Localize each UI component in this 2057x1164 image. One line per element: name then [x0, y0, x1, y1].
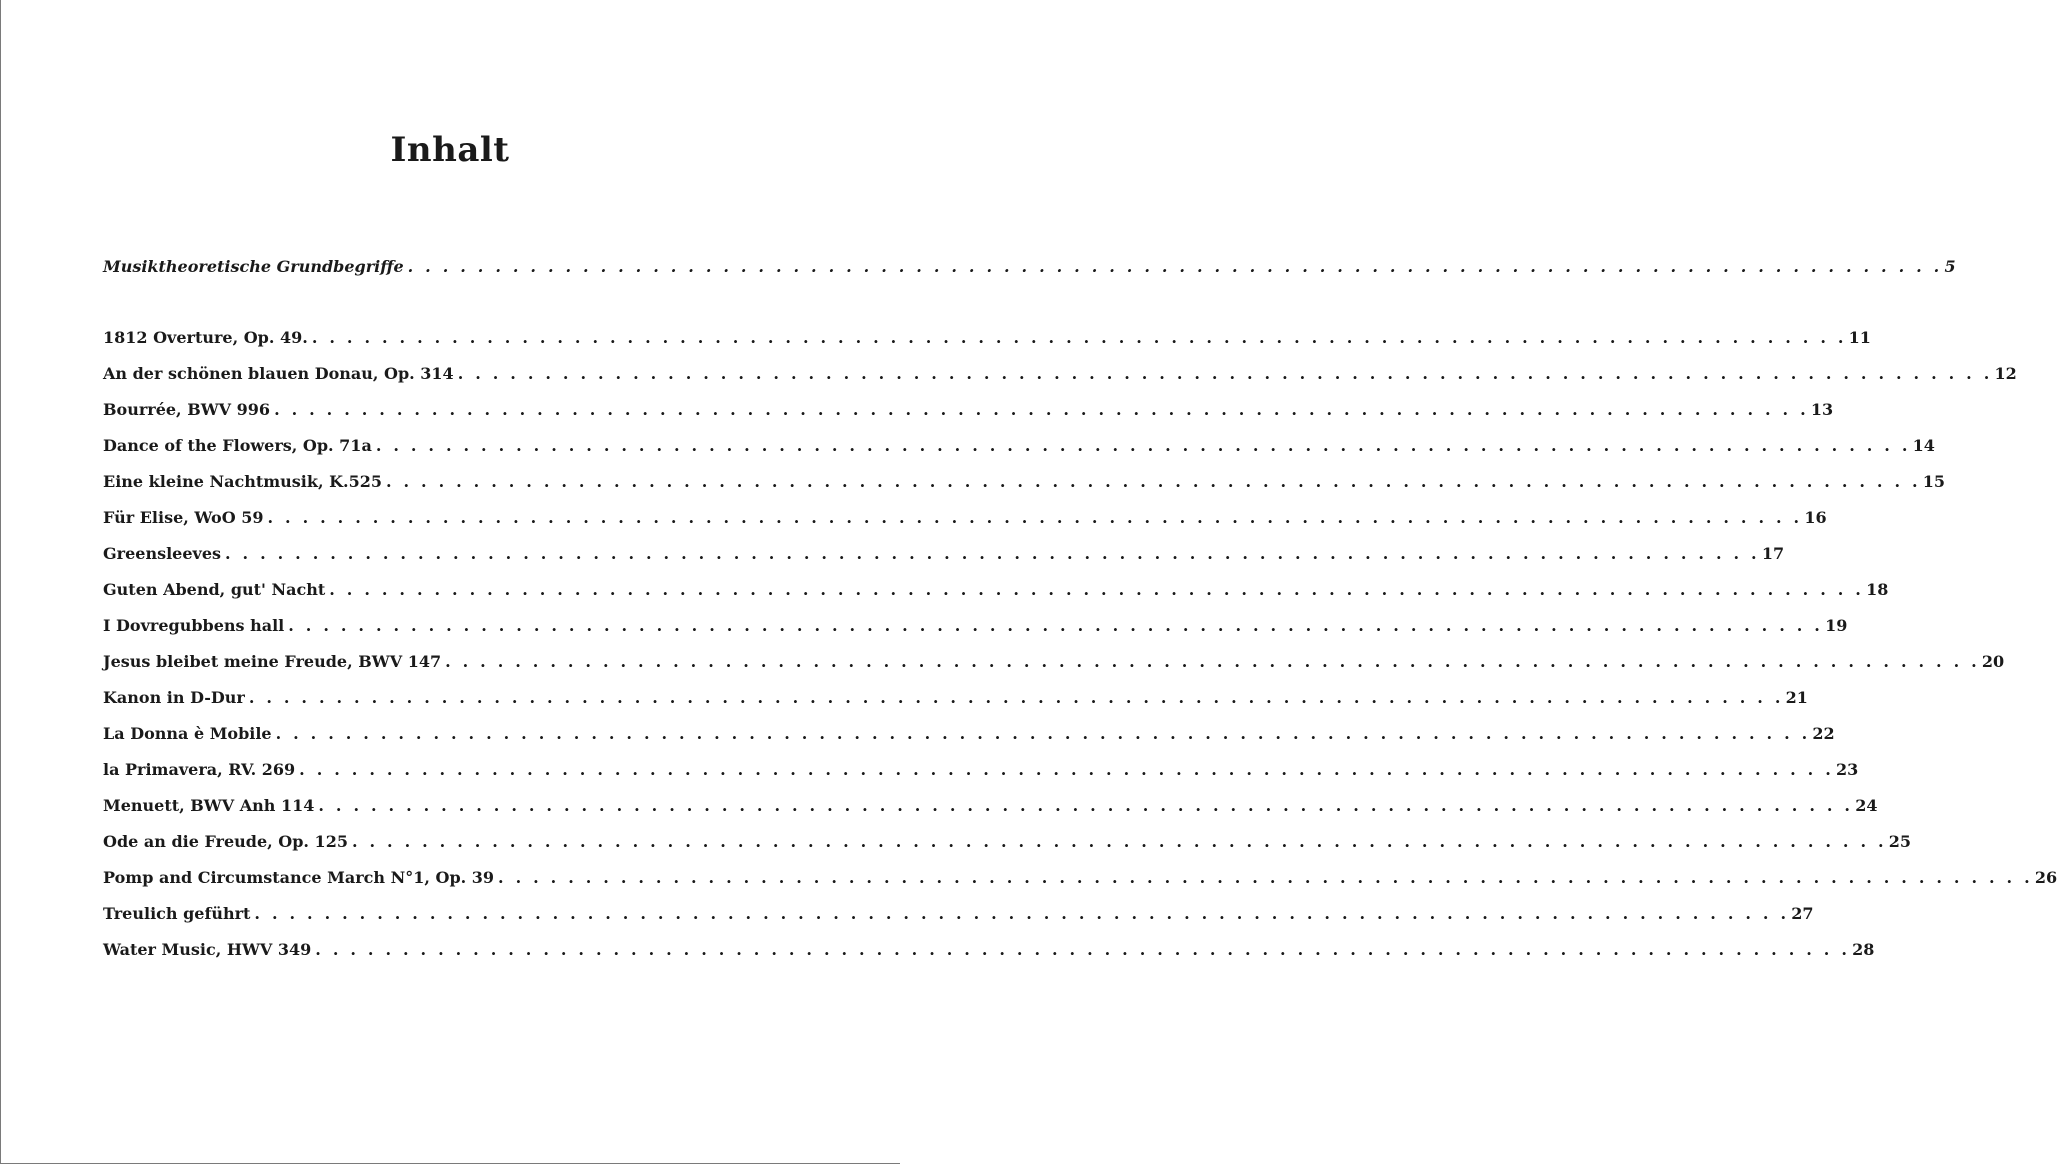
toc-entry-label: An der schönen blauen Donau, Op. 314 — [103, 364, 454, 383]
toc-entry-page: 22 — [1812, 724, 1835, 743]
toc-entry-label: Pomp and Circumstance March N°1, Op. 39 — [103, 868, 495, 887]
toc-entry-label: Greensleeves — [103, 544, 222, 563]
toc-entry-label: Ode an die Freude, Op. 125 — [103, 832, 348, 851]
toc-entry-page: 21 — [1785, 688, 1808, 707]
toc-entry[interactable] — [103, 723, 1835, 745]
toc-entry-label: I Dovregubbens hall — [103, 616, 285, 635]
toc-leader-dots: . . . . . . . . . . . . . . . . . . . . . . . . . . . . . . . . . . . . . . . . . . . . . . . . . . . . . . . . . . . . . . . . . . . . . . . . . . . . . . . . . . . . . . . . — [385, 472, 1921, 491]
toc-entry[interactable] — [103, 543, 1785, 565]
toc-leader-dots: . . . . . . . . . . . . . . . . . . . . . . . . . . . . . . . . . . . . . . . . . . . . . . . . . . . . . . . . . . . . . . . . . . . . . . . . . . . . . . . . . . . . . . . . — [318, 796, 1854, 815]
toc-entry[interactable] — [103, 903, 1814, 925]
toc-entry[interactable] — [103, 651, 2005, 673]
toc-entry-page: 18 — [1866, 580, 1889, 599]
toc-entry[interactable] — [103, 867, 2057, 889]
toc-entry[interactable] — [103, 579, 1889, 601]
toc-entry-label: Jesus bleibet meine Freude, BWV 147 — [103, 652, 442, 671]
toc-entry[interactable] — [103, 363, 2017, 385]
toc-entry-label: Guten Abend, gut' Nacht — [103, 580, 326, 599]
toc-entry-page: 15 — [1922, 472, 1946, 491]
toc-entry-label: Eine kleine Nachtmusik, K.525 — [103, 472, 382, 491]
toc-entry[interactable] — [103, 759, 1859, 781]
toc-entry-page: 5 — [1944, 257, 1956, 276]
toc-leader-dots: . . . . . . . . . . . . . . . . . . . . . . . . . . . . . . . . . . . . . . . . . . . . . . . . . . . . . . . . . . . . . . . . . . . . . . . . . . . . . . . . . . . . . . . . — [299, 760, 1834, 779]
toc-entry-page: 23 — [1835, 760, 1859, 779]
toc-entry-label: Bourrée, BWV 996 — [103, 400, 271, 419]
toc-leader-dots: . . . . . . . . . . . . . . . . . . . . . . . . . . . . . . . . . . . . . . . . . . . . . . . . . . . . . . . . . . . . . . . . . . . . . . . . . . . . . . . . . . . . . . . . — [311, 328, 1847, 347]
toc-leader-dots: . . . . . . . . . . . . . . . . . . . . . . . . . . . . . . . . . . . . . . . . . . . . . . . . . . . . . . . . . . . . . . . . . . . . . . . . . . . . . . . . . . . . . . . . — [254, 904, 1790, 923]
toc-entry[interactable] — [103, 327, 1871, 349]
toc-entry-label: Kanon in D-Dur — [103, 688, 245, 707]
toc-entry-label: 1812 Overture, Op. 49. — [103, 328, 308, 347]
toc-entry[interactable] — [103, 831, 1912, 853]
toc-entry-label: Treulich geführt — [103, 904, 251, 923]
toc-entry-page: 27 — [1791, 904, 1814, 923]
toc-entry[interactable] — [103, 471, 1946, 493]
toc-entry-page: 12 — [1994, 364, 2017, 383]
toc-leader-dots: . . . . . . . . . . . . . . . . . . . . . . . . . . . . . . . . . . . . . . . . . . . . . . . . . . . . . . . . . . . . . . . . . . . . . . . . . . . . . . . . . . . . . . . . — [225, 544, 1760, 563]
toc-entry-page: 26 — [2034, 868, 2057, 887]
toc-leader-dots: . . . . . . . . . . . . . . . . . . . . . . . . . . . . . . . . . . . . . . . . . . . . . . . . . . . . . . . . . . . . . . . . . . . . . . . . . . . . . . . . . . . . . . . . — [375, 436, 1911, 455]
toc-entry[interactable] — [103, 939, 1875, 961]
toc-entry[interactable] — [103, 615, 1848, 637]
toc-leader-dots: . . . . . . . . . . . . . . . . . . . . . . . . . . . . . . . . . . . . . . . . . . . . . . . . . . . . . . . . . . . . . . . . . . . . . . . . . . . . . . . . . . . . . . . . — [248, 688, 1784, 707]
toc-entry-page: 19 — [1825, 616, 1848, 635]
toc-entry-page: 17 — [1761, 544, 1785, 563]
toc-leader-dots: . . . . . . . . . . . . . . . . . . . . . . . . . . . . . . . . . . . . . . . . . . . . . . . . . . . . . . . . . . . . . . . . . . . . . . . . . . . . . . . . . . . . . . . . — [498, 868, 2033, 887]
toc-entry-page: 25 — [1888, 832, 1912, 851]
toc-entry-page: 11 — [1848, 328, 1871, 347]
toc-entry[interactable] — [103, 399, 1834, 421]
toc-entry-label: Water Music, HWV 349 — [103, 940, 312, 959]
toc-entry-page: 13 — [1810, 400, 1834, 419]
toc-leader-dots: . . . . . . . . . . . . . . . . . . . . . . . . . . . . . . . . . . . . . . . . . . . . . . . . . . . . . . . . . . . . . . . . . . . . . . . . . . . . . . . . . . . . . . . . — [407, 257, 1943, 276]
toc-entry[interactable] — [103, 435, 1935, 457]
toc-entry-page: 20 — [1981, 652, 2005, 671]
toc-entry-page: 24 — [1855, 796, 1878, 815]
toc-intro-entry[interactable] — [103, 256, 1956, 278]
toc-leader-dots: . . . . . . . . . . . . . . . . . . . . . . . . . . . . . . . . . . . . . . . . . . . . . . . . . . . . . . . . . . . . . . . . . . . . . . . . . . . . . . . . . . . . . . . . — [267, 508, 1803, 527]
toc-entry-label: Für Elise, WoO 59 — [103, 508, 264, 527]
toc-entry[interactable] — [103, 795, 1878, 817]
toc-leader-dots: . . . . . . . . . . . . . . . . . . . . . . . . . . . . . . . . . . . . . . . . . . . . . . . . . . . . . . . . . . . . . . . . . . . . . . . . . . . . . . . . . . . . . . . . — [351, 832, 1887, 851]
toc-leader-dots: . . . . . . . . . . . . . . . . . . . . . . . . . . . . . . . . . . . . . . . . . . . . . . . . . . . . . . . . . . . . . . . . . . . . . . . . . . . . . . . . . . . . . . . . — [457, 364, 1993, 383]
toc-entry-page: 14 — [1912, 436, 1935, 455]
toc-leader-dots: . . . . . . . . . . . . . . . . . . . . . . . . . . . . . . . . . . . . . . . . . . . . . . . . . . . . . . . . . . . . . . . . . . . . . . . . . . . . . . . . . . . . . . . . — [274, 400, 1809, 419]
toc-entry-page: 16 — [1804, 508, 1827, 527]
toc-leader-dots: . . . . . . . . . . . . . . . . . . . . . . . . . . . . . . . . . . . . . . . . . . . . . . . . . . . . . . . . . . . . . . . . . . . . . . . . . . . . . . . . . . . . . . . . — [445, 652, 1980, 671]
page-title: Inhalt — [390, 130, 510, 170]
toc-entry-label: Musiktheoretische Grundbegriffe — [103, 257, 404, 276]
toc-leader-dots: . . . . . . . . . . . . . . . . . . . . . . . . . . . . . . . . . . . . . . . . . . . . . . . . . . . . . . . . . . . . . . . . . . . . . . . . . . . . . . . . . . . . . . . . — [275, 724, 1811, 743]
toc-leader-dots: . . . . . . . . . . . . . . . . . . . . . . . . . . . . . . . . . . . . . . . . . . . . . . . . . . . . . . . . . . . . . . . . . . . . . . . . . . . . . . . . . . . . . . . . — [288, 616, 1824, 635]
toc-entry-label: Dance of the Flowers, Op. 71a — [103, 436, 372, 455]
toc-entry-label: La Donna è Mobile — [103, 724, 272, 743]
toc-entry-page: 28 — [1852, 940, 1875, 959]
toc-entry-label: la Primavera, RV. 269 — [103, 760, 296, 779]
toc-leader-dots: . . . . . . . . . . . . . . . . . . . . . . . . . . . . . . . . . . . . . . . . . . . . . . . . . . . . . . . . . . . . . . . . . . . . . . . . . . . . . . . . . . . . . . . . — [315, 940, 1851, 959]
page-left-border — [0, 0, 1, 1164]
toc-leader-dots: . . . . . . . . . . . . . . . . . . . . . . . . . . . . . . . . . . . . . . . . . . . . . . . . . . . . . . . . . . . . . . . . . . . . . . . . . . . . . . . . . . . . . . . . — [329, 580, 1865, 599]
toc-entry-label: Menuett, BWV Anh 114 — [103, 796, 315, 815]
toc-entry[interactable] — [103, 507, 1827, 529]
toc-entry[interactable] — [103, 687, 1808, 709]
